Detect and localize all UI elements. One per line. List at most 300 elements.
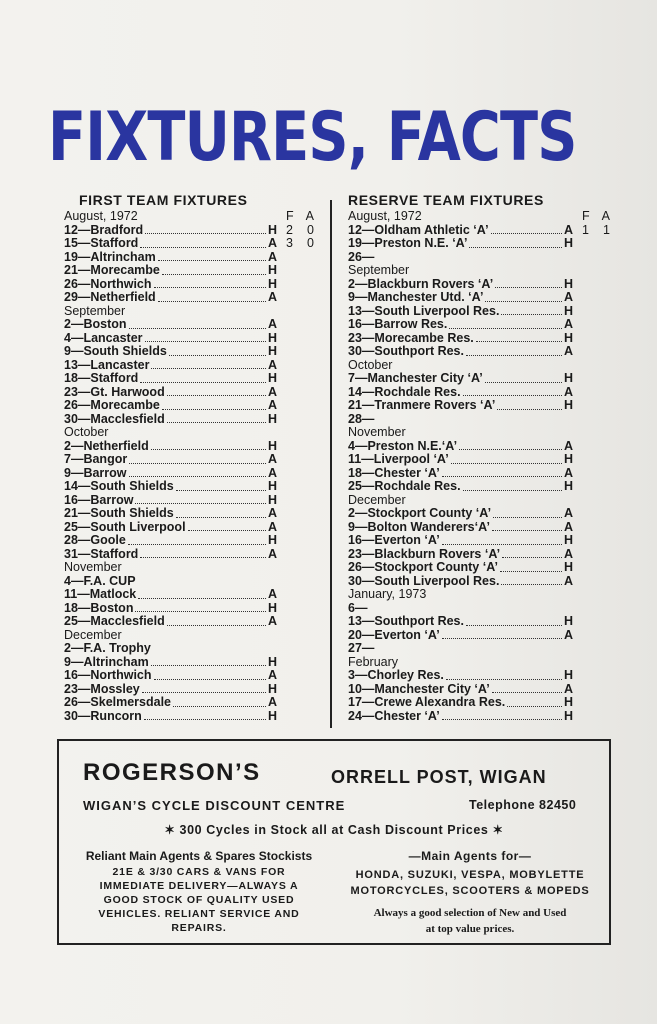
- fixture-row: [348, 251, 610, 265]
- fixture-text: 28—Goole: [64, 533, 126, 547]
- home-away: H: [268, 681, 278, 696]
- advert-reliant-line: VEHICLES. RELIANT SERVICE AND: [98, 908, 300, 920]
- leader-dots: [144, 718, 266, 720]
- advert-reliant-block: [71, 849, 327, 935]
- fixture-row: [348, 453, 610, 467]
- home-away: A: [564, 506, 574, 520]
- leader-dots: [169, 354, 266, 356]
- fixture-text: 18—Boston: [64, 600, 134, 615]
- home-away: H: [564, 452, 574, 466]
- fixture-text: November: [64, 560, 122, 574]
- leader-dots: [167, 421, 266, 423]
- score-against: A: [601, 209, 610, 223]
- fixture-text: November: [348, 425, 406, 439]
- advert-agents-heading: —Main Agents for—: [408, 849, 532, 863]
- reserve-team-heading: RESERVE TEAM FIXTURES: [348, 192, 544, 208]
- home-away: A: [268, 317, 278, 331]
- leader-dots: [442, 475, 562, 477]
- leader-dots: [162, 273, 266, 275]
- month-heading: [64, 629, 314, 643]
- home-away: A: [564, 465, 574, 480]
- fixture-text: December: [64, 627, 122, 642]
- fixture-text: 18—Chester ‘A’: [348, 465, 440, 480]
- fixture-row: [64, 264, 314, 278]
- score-against: 0: [307, 222, 314, 237]
- home-away: A: [564, 519, 574, 534]
- home-away: H: [268, 654, 278, 669]
- fixture-row: [348, 440, 610, 454]
- leader-dots: [476, 340, 562, 342]
- fixture-row: [348, 386, 610, 400]
- home-away: A: [564, 627, 574, 642]
- leader-dots: [500, 570, 562, 572]
- fixture-row: [64, 534, 314, 548]
- fixture-row: [348, 521, 610, 535]
- score-for: F: [582, 209, 590, 223]
- leader-dots: [140, 556, 266, 558]
- fixture-row: [348, 345, 610, 359]
- fixture-row: [348, 399, 610, 413]
- home-away: H: [564, 330, 574, 345]
- leader-dots: [158, 300, 266, 302]
- fixture-row: [348, 278, 610, 292]
- score-against: 0: [307, 236, 314, 250]
- fixture-row: [64, 507, 314, 521]
- home-away: H: [268, 276, 278, 291]
- home-away: A: [268, 546, 278, 561]
- fixture-text: 11—Liverpool ‘A’: [348, 452, 449, 466]
- fixture-text: 30—Runcorn: [64, 708, 142, 723]
- leader-dots: [497, 408, 562, 410]
- home-away: A: [564, 290, 574, 304]
- fixture-text: 25—Macclesfield: [64, 614, 165, 628]
- leader-dots: [449, 327, 562, 329]
- leader-dots: [446, 678, 562, 680]
- fixture-text: 4—Lancaster: [64, 330, 143, 345]
- fixture-text: 25—South Liverpool: [64, 519, 186, 534]
- fixture-text: 19—Altrincham: [64, 249, 156, 264]
- home-away: H: [268, 344, 278, 358]
- fixture-row: [64, 656, 314, 670]
- home-away: A: [564, 546, 574, 561]
- home-away: H: [268, 263, 278, 277]
- fixture-row: [64, 696, 314, 710]
- fixture-text: 23—Blackburn Rovers ‘A’: [348, 546, 501, 561]
- score: [278, 224, 314, 238]
- advert-reliant-line: 21E & 3/30 CARS & VANS FOR: [112, 866, 286, 878]
- fixture-row: [348, 237, 610, 251]
- fixture-text: 25—Rochdale Res.: [348, 479, 461, 493]
- fixture-text: 2—Netherfield: [64, 438, 149, 453]
- fixture-text: August, 1972: [348, 209, 422, 223]
- leader-dots: [176, 516, 266, 518]
- fixture-row: [64, 467, 314, 481]
- home-away: H: [268, 533, 278, 547]
- leader-dots: [442, 543, 562, 545]
- month-heading: [64, 305, 314, 319]
- fixture-row: [348, 480, 610, 494]
- leader-dots: [501, 313, 562, 315]
- home-away: H: [564, 708, 574, 723]
- fixture-row: [64, 615, 314, 629]
- leader-dots: [151, 448, 266, 450]
- month-heading: [348, 426, 610, 440]
- score-for: 2: [286, 222, 293, 237]
- first-team-heading: FIRST TEAM FIXTURES: [79, 192, 248, 208]
- leader-dots: [129, 462, 266, 464]
- home-away: A: [564, 573, 574, 588]
- fixture-text: 9—Barrow: [64, 465, 127, 480]
- home-away: H: [564, 236, 574, 250]
- leader-dots: [135, 502, 266, 504]
- home-away: H: [268, 222, 278, 237]
- fixture-row: [64, 588, 314, 602]
- leader-dots: [142, 691, 266, 693]
- fixture-text: September: [64, 303, 126, 318]
- home-away: H: [268, 479, 278, 493]
- advert-phone: Telephone 82450: [469, 798, 577, 812]
- fixture-text: 14—Rochdale Res.: [348, 384, 461, 399]
- leader-dots: [442, 718, 562, 720]
- leader-dots: [442, 637, 562, 639]
- fixture-text: 21—Morecambe: [64, 263, 160, 277]
- advert-agents-block: [335, 849, 605, 937]
- leader-dots: [176, 489, 266, 491]
- fixture-row: [64, 318, 314, 332]
- leader-dots: [493, 516, 562, 518]
- fixture-text: 9—South Shields: [64, 344, 167, 358]
- fixture-text: 16—Barrow: [64, 492, 134, 507]
- leader-dots: [485, 300, 562, 302]
- leader-dots: [173, 705, 266, 707]
- page-title: FIXTURES, FACTS: [48, 98, 577, 177]
- fixture-text: 21—Tranmere Rovers ‘A’: [348, 398, 496, 412]
- leader-dots: [145, 340, 266, 342]
- fixture-row: [64, 642, 314, 656]
- home-away: H: [564, 614, 574, 628]
- leader-dots: [451, 462, 562, 464]
- fixture-text: 13—Lancaster: [64, 357, 150, 372]
- fixture-row: [64, 345, 314, 359]
- fixture-row: [348, 629, 610, 643]
- fixture-row: [64, 399, 314, 413]
- fixture-row: [348, 602, 610, 616]
- fixture-text: 2—F.A. Trophy: [64, 641, 151, 655]
- score-for: F: [286, 209, 294, 223]
- home-away: H: [268, 371, 278, 385]
- fixture-text: 12—Bradford: [64, 222, 144, 237]
- home-away: A: [268, 519, 278, 534]
- fixture-row: [348, 413, 610, 427]
- fixture-text: October: [348, 357, 393, 372]
- fixture-row: [348, 372, 610, 386]
- fixture-text: August, 1972: [64, 209, 138, 223]
- fixture-text: 30—South Liverpool Res.: [348, 573, 500, 588]
- month-heading: [64, 210, 314, 224]
- fixture-row: [64, 521, 314, 535]
- fixture-row: [64, 224, 314, 238]
- month-heading: [348, 264, 610, 278]
- fixture-text: 18—Stafford: [64, 371, 139, 385]
- leader-dots: [463, 489, 562, 491]
- home-away: H: [268, 438, 278, 453]
- advert-stock-line: ✶ 300 Cycles in Stock all at Cash Discount Prices ✶: [164, 823, 504, 837]
- home-away: H: [268, 492, 278, 507]
- fixture-text: 7—Manchester City ‘A’: [348, 371, 483, 385]
- leader-dots: [188, 529, 266, 531]
- advert-reliant-line: GOOD STOCK OF QUALITY USED: [103, 894, 295, 906]
- leader-dots: [151, 367, 266, 369]
- fixture-text: 23—Gt. Harwood: [64, 384, 165, 399]
- fixture-row: [64, 602, 314, 616]
- fixture-text: 26—Morecambe: [64, 398, 160, 412]
- leader-dots: [495, 286, 562, 288]
- home-away: H: [564, 533, 574, 547]
- advert-address: ORRELL POST, WIGAN: [331, 767, 547, 787]
- leader-dots: [140, 246, 266, 248]
- home-away: A: [564, 681, 574, 696]
- fixture-row: [348, 575, 610, 589]
- first-team-column: [64, 191, 314, 723]
- fixture-text: 31—Stafford: [64, 546, 139, 561]
- fixture-text: 7—Bangor: [64, 452, 128, 466]
- fixture-text: 2—Stockport County ‘A’: [348, 506, 492, 520]
- leader-dots: [485, 381, 562, 383]
- home-away: A: [268, 384, 278, 399]
- leader-dots: [491, 232, 562, 234]
- column-divider: [330, 200, 332, 728]
- home-away: A: [268, 290, 278, 304]
- fixture-text: 16—Barrow Res.: [348, 317, 448, 331]
- fixture-text: 6—: [348, 600, 368, 615]
- leader-dots: [162, 408, 266, 410]
- leader-dots: [469, 246, 562, 248]
- home-away: A: [268, 668, 278, 682]
- fixture-text: 9—Altrincham: [64, 654, 149, 669]
- leader-dots: [459, 448, 562, 450]
- fixture-row: [348, 696, 610, 710]
- fixture-row: [348, 561, 610, 575]
- fixture-text: 17—Crewe Alexandra Res.: [348, 695, 506, 709]
- advert-subtitle: WIGAN’S CYCLE DISCOUNT CENTRE: [83, 798, 346, 813]
- fixture-text: 13—Southport Res.: [348, 614, 464, 628]
- home-away: A: [268, 587, 278, 601]
- fixture-row: [64, 575, 314, 589]
- fixture-row: [348, 224, 610, 238]
- fixture-text: 21—South Shields: [64, 506, 174, 520]
- home-away: H: [268, 708, 278, 723]
- fixture-text: October: [64, 425, 109, 439]
- home-away: A: [268, 614, 278, 628]
- leader-dots: [501, 583, 562, 585]
- fixture-text: 13—South Liverpool Res.: [348, 303, 500, 318]
- home-away: H: [564, 695, 574, 709]
- rogersons-advert: [57, 739, 611, 945]
- leader-dots: [138, 597, 266, 599]
- month-heading: [64, 561, 314, 575]
- fixture-text: 4—Preston N.E.‘A’: [348, 438, 458, 453]
- advert-agents-line: MOTORCYCLES, SCOOTERS & MOPEDS: [350, 885, 590, 897]
- fixture-text: 28—: [348, 411, 375, 426]
- month-heading: [348, 494, 610, 508]
- fixture-text: February: [348, 654, 399, 669]
- fixture-text: 26—Skelmersdale: [64, 695, 172, 709]
- fixture-row: [64, 413, 314, 427]
- fixture-row: [348, 534, 610, 548]
- home-away: A: [268, 465, 278, 480]
- fixture-text: 26—Stockport County ‘A’: [348, 560, 499, 574]
- advert-note-line: at top value prices.: [425, 923, 515, 935]
- home-away: A: [564, 317, 574, 331]
- home-away: H: [564, 479, 574, 493]
- advert-note-line: Always a good selection of New and Used: [373, 907, 567, 919]
- fixture-text: 23—Mossley: [64, 681, 140, 696]
- home-away: A: [268, 249, 278, 264]
- home-away: A: [564, 344, 574, 358]
- leader-dots: [167, 394, 266, 396]
- fixture-text: 4—F.A. CUP: [64, 573, 136, 588]
- fixture-text: 24—Chester ‘A’: [348, 708, 440, 723]
- fixture-row: [64, 480, 314, 494]
- leader-dots: [167, 624, 266, 626]
- advert-reliant-heading: Reliant Main Agents & Spares Stockists: [85, 849, 313, 863]
- fixture-row: [348, 548, 610, 562]
- home-away: A: [564, 384, 574, 399]
- fixture-row: [64, 669, 314, 683]
- fixture-row: [348, 683, 610, 697]
- fixture-text: 30—Macclesfield: [64, 411, 165, 426]
- fixture-text: 2—Blackburn Rovers ‘A’: [348, 276, 494, 291]
- fixture-text: 23—Morecambe Res.: [348, 330, 474, 345]
- fixture-row: [64, 359, 314, 373]
- score-for: 1: [582, 222, 589, 237]
- fixture-row: [64, 710, 314, 724]
- advert-business-name: ROGERSON’S: [83, 759, 261, 786]
- home-away: H: [564, 371, 574, 385]
- fixture-text: 10—Manchester City ‘A’: [348, 681, 490, 696]
- reserve-team-list: [348, 210, 610, 723]
- fixture-row: [348, 318, 610, 332]
- home-away: A: [268, 398, 278, 412]
- home-away: H: [564, 668, 574, 682]
- advert-reliant-line: IMMEDIATE DELIVERY—ALWAYS A: [99, 880, 299, 892]
- home-away: H: [564, 276, 574, 291]
- fixture-text: September: [348, 263, 410, 277]
- fixture-text: 16—Northwich: [64, 668, 152, 682]
- fixture-row: [64, 332, 314, 346]
- fixture-row: [348, 507, 610, 521]
- fixture-row: [348, 467, 610, 481]
- month-heading: [348, 656, 610, 670]
- leader-dots: [140, 381, 266, 383]
- home-away: A: [564, 222, 574, 237]
- fixture-row: [64, 386, 314, 400]
- fixture-text: 26—: [348, 249, 375, 264]
- month-heading: [348, 210, 610, 224]
- fixture-row: [64, 372, 314, 386]
- fixture-text: 16—Everton ‘A’: [348, 533, 440, 547]
- home-away: H: [564, 303, 574, 318]
- home-away: H: [564, 398, 574, 412]
- score: [574, 210, 610, 224]
- leader-dots: [154, 678, 266, 680]
- fixture-row: [64, 683, 314, 697]
- fixture-row: [348, 332, 610, 346]
- fixture-text: 12—Oldham Athletic ‘A’: [348, 222, 489, 237]
- fixture-row: [64, 278, 314, 292]
- fixture-text: 3—Chorley Res.: [348, 668, 444, 682]
- home-away: H: [564, 560, 574, 574]
- leader-dots: [129, 327, 267, 329]
- fixture-text: 26—Northwich: [64, 276, 152, 291]
- leader-dots: [463, 394, 562, 396]
- leader-dots: [502, 556, 562, 558]
- fixture-row: [64, 440, 314, 454]
- fixture-text: January, 1973: [348, 587, 427, 601]
- home-away: A: [268, 357, 278, 372]
- fixture-text: 19—Preston N.E. ‘A’: [348, 236, 468, 250]
- leader-dots: [466, 624, 562, 626]
- home-away: A: [268, 695, 278, 709]
- leader-dots: [154, 286, 266, 288]
- month-heading: [64, 426, 314, 440]
- leader-dots: [492, 691, 562, 693]
- month-heading: [348, 588, 610, 602]
- score-for: 3: [286, 236, 293, 250]
- fixture-row: [64, 494, 314, 508]
- advert-reliant-line: REPAIRS.: [171, 922, 227, 934]
- first-team-list: [64, 210, 314, 723]
- advert-agents-note: [335, 905, 605, 937]
- leader-dots: [128, 543, 266, 545]
- fixture-text: 9—Manchester Utd. ‘A’: [348, 290, 484, 304]
- home-away: A: [268, 506, 278, 520]
- fixture-row: [348, 305, 610, 319]
- leader-dots: [466, 354, 562, 356]
- leader-dots: [158, 259, 266, 261]
- fixture-text: 30—Southport Res.: [348, 344, 464, 358]
- advert-agents-line: HONDA, SUZUKI, VESPA, MOBYLETTE: [355, 869, 585, 881]
- score: [278, 237, 314, 251]
- fixture-row: [348, 615, 610, 629]
- leader-dots: [492, 529, 562, 531]
- fixture-text: 15—Stafford: [64, 236, 139, 250]
- score-against: 1: [603, 222, 610, 237]
- fixture-row: [64, 237, 314, 251]
- leader-dots: [129, 475, 266, 477]
- fixture-row: [348, 710, 610, 724]
- fixture-text: 11—Matlock: [64, 587, 137, 601]
- fixture-text: 27—: [348, 641, 375, 655]
- month-heading: [348, 359, 610, 373]
- advert-reliant-body: [71, 865, 327, 935]
- score: [574, 224, 610, 238]
- score-against: A: [305, 209, 314, 223]
- fixture-text: 20—Everton ‘A’: [348, 627, 440, 642]
- home-away: A: [564, 438, 574, 453]
- fixture-text: 29—Netherfield: [64, 290, 156, 304]
- home-away: A: [268, 452, 278, 466]
- leader-dots: [507, 705, 562, 707]
- fixture-text: December: [348, 492, 406, 507]
- advert-agents-body: [335, 867, 605, 899]
- fixture-row: [64, 291, 314, 305]
- fixture-text: 2—Boston: [64, 317, 127, 331]
- fixture-row: [64, 453, 314, 467]
- reserve-team-column: [348, 191, 610, 723]
- fixture-row: [348, 669, 610, 683]
- home-away: A: [268, 236, 278, 250]
